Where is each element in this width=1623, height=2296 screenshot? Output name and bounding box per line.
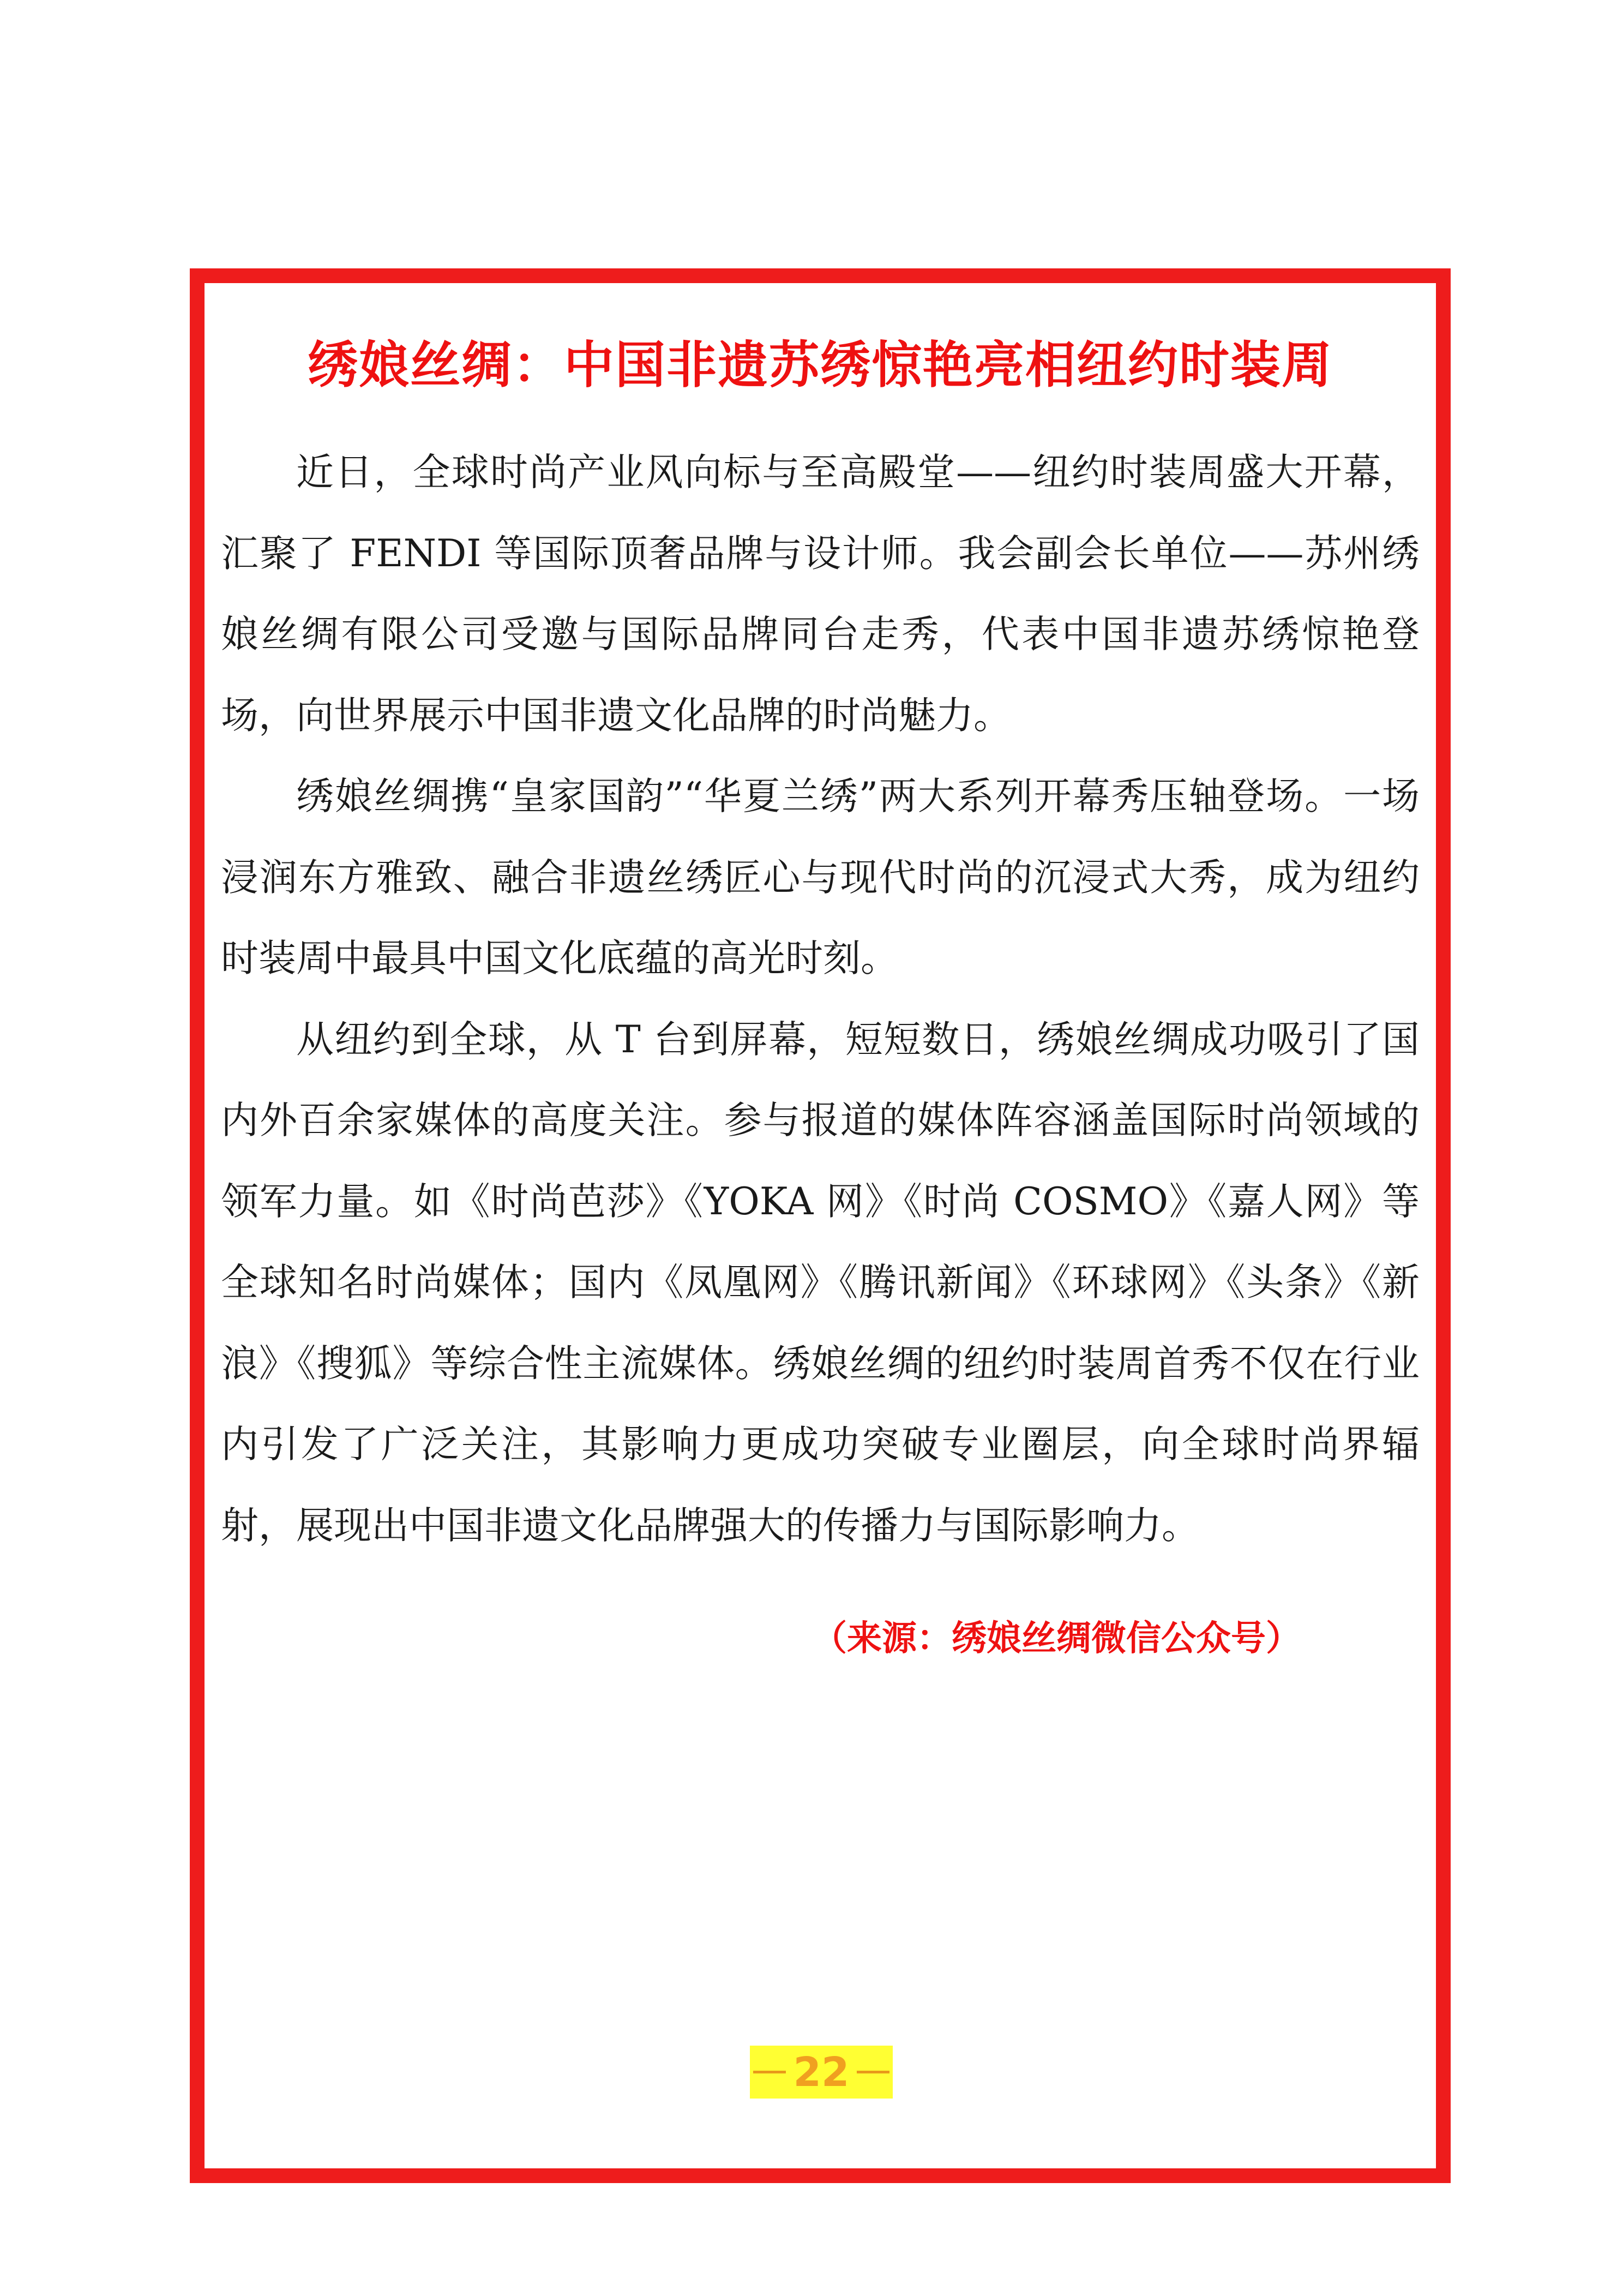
page-number: 22 [793, 2048, 850, 2096]
page-number-dash-left [753, 2071, 786, 2073]
paragraph-2: 绣娘丝绸携“皇家国韵”“华夏兰绣”两大系列开幕秀压轴登场。一场浸润东方雅致、融合非遗丝绣匠心与现代时尚的沉浸式大秀，成为纽约时装周中最具中国文化底蕴的高光时刻。 [221, 775, 1420, 980]
page-number-dash-right [857, 2071, 889, 2073]
page-number-badge [750, 2046, 893, 2099]
article-title: 绣娘丝绸：中国非遗苏绣惊艳亮相纽约时装周 [307, 336, 1333, 394]
page-frame [190, 268, 1451, 2183]
source-credit: （来源：绣娘丝绸微信公众号） [812, 1618, 1301, 1659]
paragraph-3: 从纽约到全球，从 T 台到屏幕，短短数日，绣娘丝绸成功吸引了国内外百余家媒体的高度关注。参与报道的媒体阵容涵盖国际时尚领域的领军力量。如《时尚芭莎》《YOKA 网》《时尚 COSMO》《嘉人网》等全球知名时尚媒体；国内《凤凰网》《腾讯新闻》《环球网》《头条》《新浪》《搜狐》等综合性主流媒体。绣娘丝绸的纽约时装周首秀不仅在行业内引发了广泛关注，其影响力更成功突破专业圈层，向全球时尚界辐射，展现出中国非遗文化品牌强大的传播力与国际影响力。 [221, 1017, 1420, 1548]
paragraph-1: 近日，全球时尚产业风向标与至高殿堂——纽约时装周盛大开幕，汇聚了 FENDI 等国际顶奢品牌与设计师。我会副会长单位——苏州绣娘丝绸有限公司受邀与国际品牌同台走秀，代表中国非遗苏绣惊艳登场，向世界展示中国非遗文化品牌的时尚魅力。 [221, 451, 1420, 738]
article-body [221, 432, 1420, 1566]
